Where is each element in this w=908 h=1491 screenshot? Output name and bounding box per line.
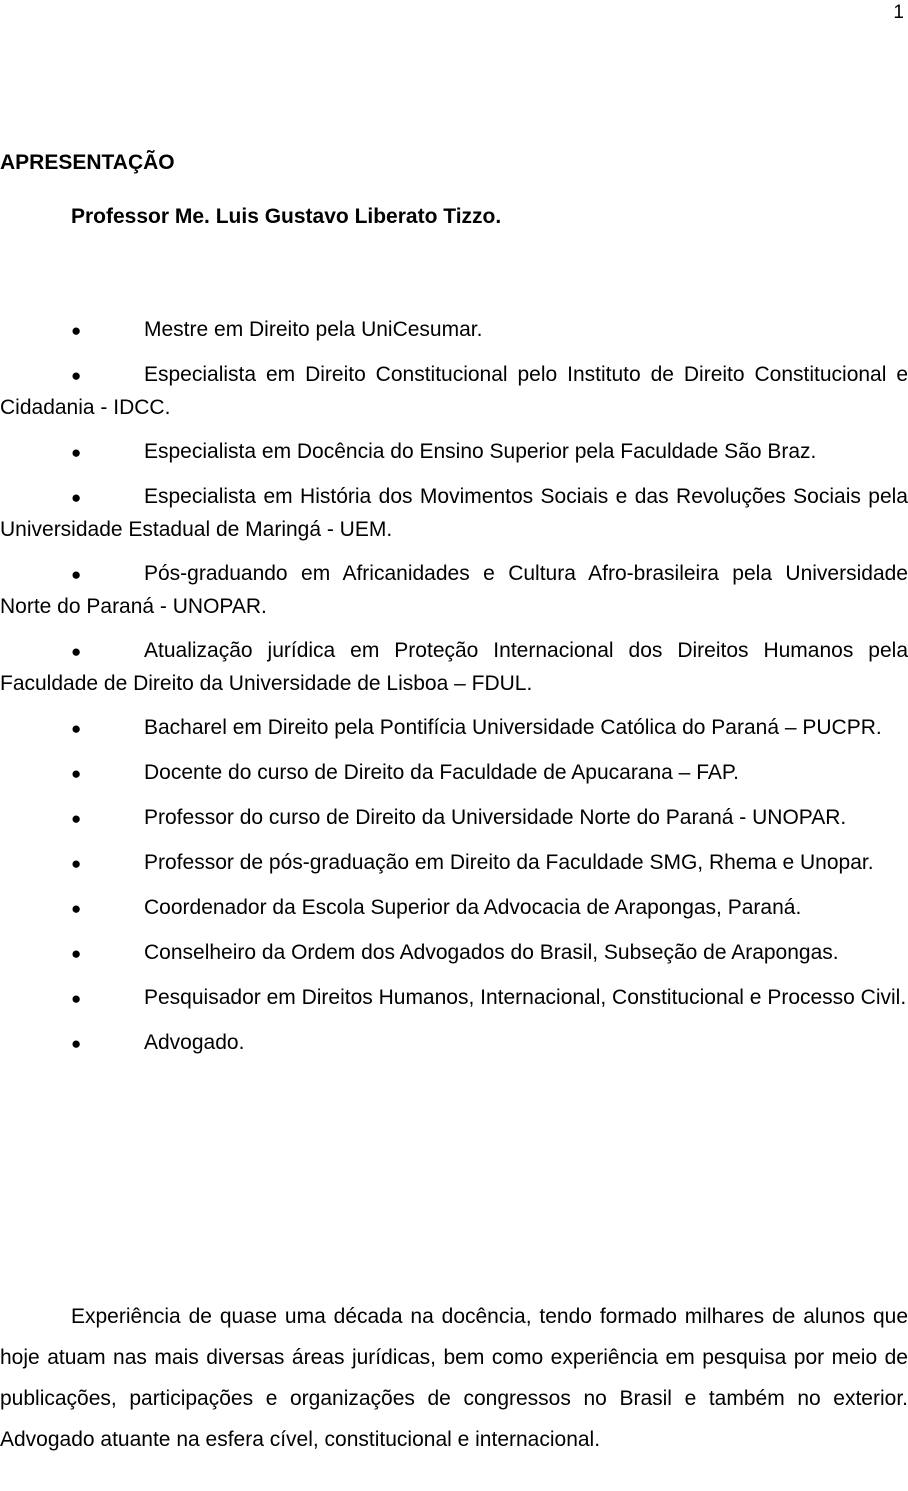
credential-item (0, 757, 908, 790)
credential-text: Conselheiro da Ordem dos Advogados do Brasil, Subseção de Arapongas. (144, 941, 839, 964)
credential-item (0, 635, 908, 700)
credential-text: Docente do curso de Direito da Faculdade de Apucarana – FAP. (144, 761, 740, 784)
credentials-list (0, 314, 908, 1072)
bullet-icon: ● (71, 764, 82, 783)
bullet-icon: ● (71, 488, 82, 507)
credential-item (0, 481, 908, 546)
credential-text: Coordenador da Escola Superior da Advocacia de Arapongas, Paraná. (144, 896, 802, 919)
bullet-icon: ● (71, 321, 82, 340)
credential-item (0, 712, 908, 745)
credential-item (0, 436, 908, 469)
credential-text: Bacharel em Direito pela Pontifícia Universidade Católica do Paraná – PUCPR. (144, 716, 882, 739)
credential-text: Atualização jurídica em Proteção Internacional dos Direitos Humanos pela Faculdade de Direito da Universidade de Lisboa – FDUL. (0, 639, 908, 695)
credential-text: Mestre em Direito pela UniCesumar. (144, 318, 483, 341)
credential-text: Pesquisador em Direitos Humanos, Internacional, Constitucional e Processo Civil. (144, 986, 907, 1009)
credential-item (0, 359, 908, 424)
credential-text: Pós-graduando em Africanidades e Cultura Afro-brasileira pela Universidade Norte do Paraná - UNOPAR. (0, 562, 908, 618)
credential-text: Advogado. (144, 1031, 245, 1054)
credential-item (0, 937, 908, 970)
credential-text: Especialista em Direito Constitucional pelo Instituto de Direito Constitucional e Cidadania - IDCC. (0, 363, 908, 419)
credential-item (0, 847, 908, 880)
bullet-icon: ● (71, 989, 82, 1008)
credential-text: Professor de pós-graduação em Direito da Faculdade SMG, Rhema e Unopar. (144, 851, 874, 874)
bullet-icon: ● (71, 1034, 82, 1053)
page-number: 1 (893, 2, 904, 23)
bullet-icon: ● (71, 809, 82, 828)
credential-item (0, 802, 908, 835)
bullet-icon: ● (71, 944, 82, 963)
credential-item (0, 892, 908, 925)
credential-text: Especialista em História dos Movimentos Sociais e das Revoluções Sociais pela Universidade Estadual de Maringá - UEM. (0, 485, 908, 541)
bio-paragraph: Experiência de quase uma década na docência, tendo formado milhares de alunos que hoje atuam nas mais diversas áreas jurídicas, bem como experiência em pesquisa por meio de publicações, participações e organizações de congressos no Brasil e também no exterior. Advogado atuante na esfera cível, constitucional e internacional. (0, 1305, 908, 1451)
bullet-icon: ● (71, 854, 82, 873)
credential-item (0, 1027, 908, 1060)
bullet-icon: ● (71, 642, 82, 661)
credential-item (0, 314, 908, 347)
credential-text: Especialista em Docência do Ensino Superior pela Faculdade São Braz. (144, 440, 817, 463)
bullet-icon: ● (71, 719, 82, 738)
bullet-icon: ● (71, 899, 82, 918)
bullet-icon: ● (71, 443, 82, 462)
bullet-icon: ● (71, 366, 82, 385)
author-name: Professor Me. Luis Gustavo Liberato Tizzo. (71, 205, 502, 228)
credential-item (0, 982, 908, 1015)
section-title: APRESENTAÇÃO (0, 151, 175, 174)
credential-text: Professor do curso de Direito da Universidade Norte do Paraná - UNOPAR. (144, 806, 847, 829)
bullet-icon: ● (71, 565, 82, 584)
credential-item (0, 558, 908, 623)
